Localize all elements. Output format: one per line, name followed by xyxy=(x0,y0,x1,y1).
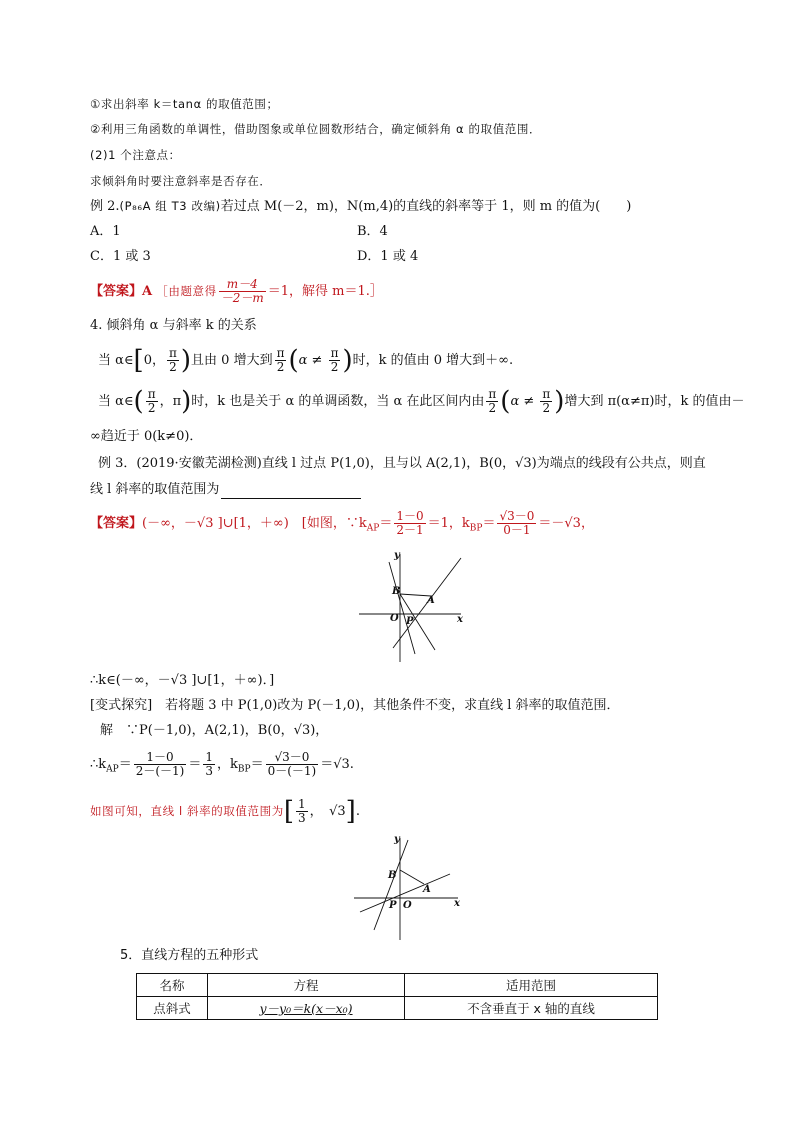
option-b: B．4 xyxy=(357,224,388,239)
table-header-cell: 方程 xyxy=(208,974,405,997)
answer-explain-pre: ［由题意得 xyxy=(156,284,217,298)
fig2-label-o: O xyxy=(403,900,412,911)
figure-2-lines-graph xyxy=(352,832,464,944)
option-d: D．1 或 4 xyxy=(357,249,419,264)
answer-tag: 【答案】 xyxy=(90,516,143,531)
fig2-label-p: P xyxy=(389,900,397,911)
table-cell-scope: 不含垂直于 x 轴的直线 xyxy=(405,997,658,1020)
table-header-row xyxy=(137,974,658,997)
fig1-label-x: x xyxy=(457,614,463,625)
example3-answer: 【答案】(－∞，－√3 ]∪[1，＋∞) [如图，$\because k_{AP}=$ $\frac{1-0}{2-1}$ ＝1，$k_{BP}=$ $\frac{√3-0}{0-1}$ ＝－√3， xyxy=(90,509,594,537)
fig1-label-y: y xyxy=(394,550,400,561)
note-heading: (2)1 个注意点： xyxy=(90,148,181,162)
fig1-label-b: B xyxy=(392,586,401,597)
variant-slopes: $\therefore k_{AP}=$ $\frac{1-0}{2-(-1)}$ ＝ $\frac{1}{3}$ ，$k_{BP}=$ $\frac{√3-0}{0-(-1)}$ ＝√3. xyxy=(90,750,354,778)
example2-source: (P₈₆A 组 T3 改编) xyxy=(119,199,221,213)
fig1-label-p: P xyxy=(406,616,414,627)
example3-question-line2: 线 l 斜率的取值范围为 xyxy=(90,481,361,499)
line-forms-table xyxy=(136,973,658,1020)
section4-heading: 4. 倾斜角 α 与斜率 k 的关系 xyxy=(90,318,257,333)
fig2-label-b: B xyxy=(388,870,397,881)
answer-tag: 【答案】 xyxy=(90,284,143,299)
section5-heading: 5．直线方程的五种形式 xyxy=(120,948,259,963)
method-step-2: ②利用三角函数的单调性，借助图象或单位圆数形结合，确定倾斜角 α 的取值范围． xyxy=(90,122,542,136)
table-cell-name: 点斜式 xyxy=(137,997,208,1020)
figure-1-lines-graph xyxy=(355,548,467,664)
example3-question-line1: 例 3．(2019·安徽芜湖检测)直线 l 过点 P(1,0)，且与以 A(2,1)，B(0，√3)为端点的线段有公共点，则直 xyxy=(98,456,706,471)
fig1-label-o: O xyxy=(390,613,399,624)
fig2-label-a: A xyxy=(423,884,431,895)
answer-letter: A xyxy=(142,284,153,299)
variant-result: 如图可知，直线 l 斜率的取值范围为[ $\frac{1}{3}$ ， √3]. xyxy=(90,796,360,827)
section4-line3: ∞趋近于 0(k≠0)． xyxy=(90,429,203,444)
example2-answer xyxy=(90,276,383,307)
answer-blank xyxy=(221,486,361,499)
example2-question-text: 若过点 M(－2，m)，N(m,4)的直线的斜率等于 1，则 m 的值为( ) xyxy=(220,199,632,214)
variant-intro: [变式探究] 若将题 3 中 P(1,0)改为 P(－1,0)，其他条件不变，求直线 l 斜率的取值范围． xyxy=(90,698,620,713)
option-a: A．1 xyxy=(90,224,121,239)
method-step-1: ①求出斜率 k＝tanα 的取值范围； xyxy=(90,97,279,111)
section4-line1: 当 α∈[0， $\frac{\pi}{2}$ )且由 0 增大到 $\frac{\pi}{2}$ (α ≠ $\frac{\pi}{2}$ )时，k 的值由 0 增大到＋∞. xyxy=(98,345,514,376)
fig2-label-x: x xyxy=(454,898,460,909)
variant-solution-given: 解 ∵P(－1,0)，A(2,1)，B(0，√3)， xyxy=(100,723,329,738)
table-header-cell: 名称 xyxy=(137,974,208,997)
table-cell-equation: y－y₀＝k(x－x₀) xyxy=(208,997,405,1020)
fig1-label-a: A xyxy=(427,595,435,606)
table-header-cell: 适用范围 xyxy=(405,974,658,997)
answer-explain-post: ＝1，解得 m＝1.］ xyxy=(267,284,383,299)
table-row xyxy=(137,997,658,1020)
example2-question xyxy=(90,197,631,216)
example2-label: 例 2. xyxy=(90,199,120,214)
note-text: 求倾斜角时要注意斜率是否存在． xyxy=(90,174,272,188)
fig2-label-y: y xyxy=(394,834,400,845)
section4-line2: 当 α∈( $\frac{\pi}{2}$ ，π)时，k 也是关于 α 的单调函数，当 α 在此区间内由 $\frac{\pi}{2}$ (α ≠ $\frac{\pi}{2}$ )增大到 π(α≠π)时，k 的值由－ xyxy=(98,386,745,417)
example3-conclusion: ∴k∈(－∞，－√3 ]∪[1，＋∞)．] xyxy=(90,673,275,688)
answer-fraction: $\frac{m-4}{-2-m}$ xyxy=(220,277,264,305)
option-c: C．1 或 3 xyxy=(90,249,151,264)
